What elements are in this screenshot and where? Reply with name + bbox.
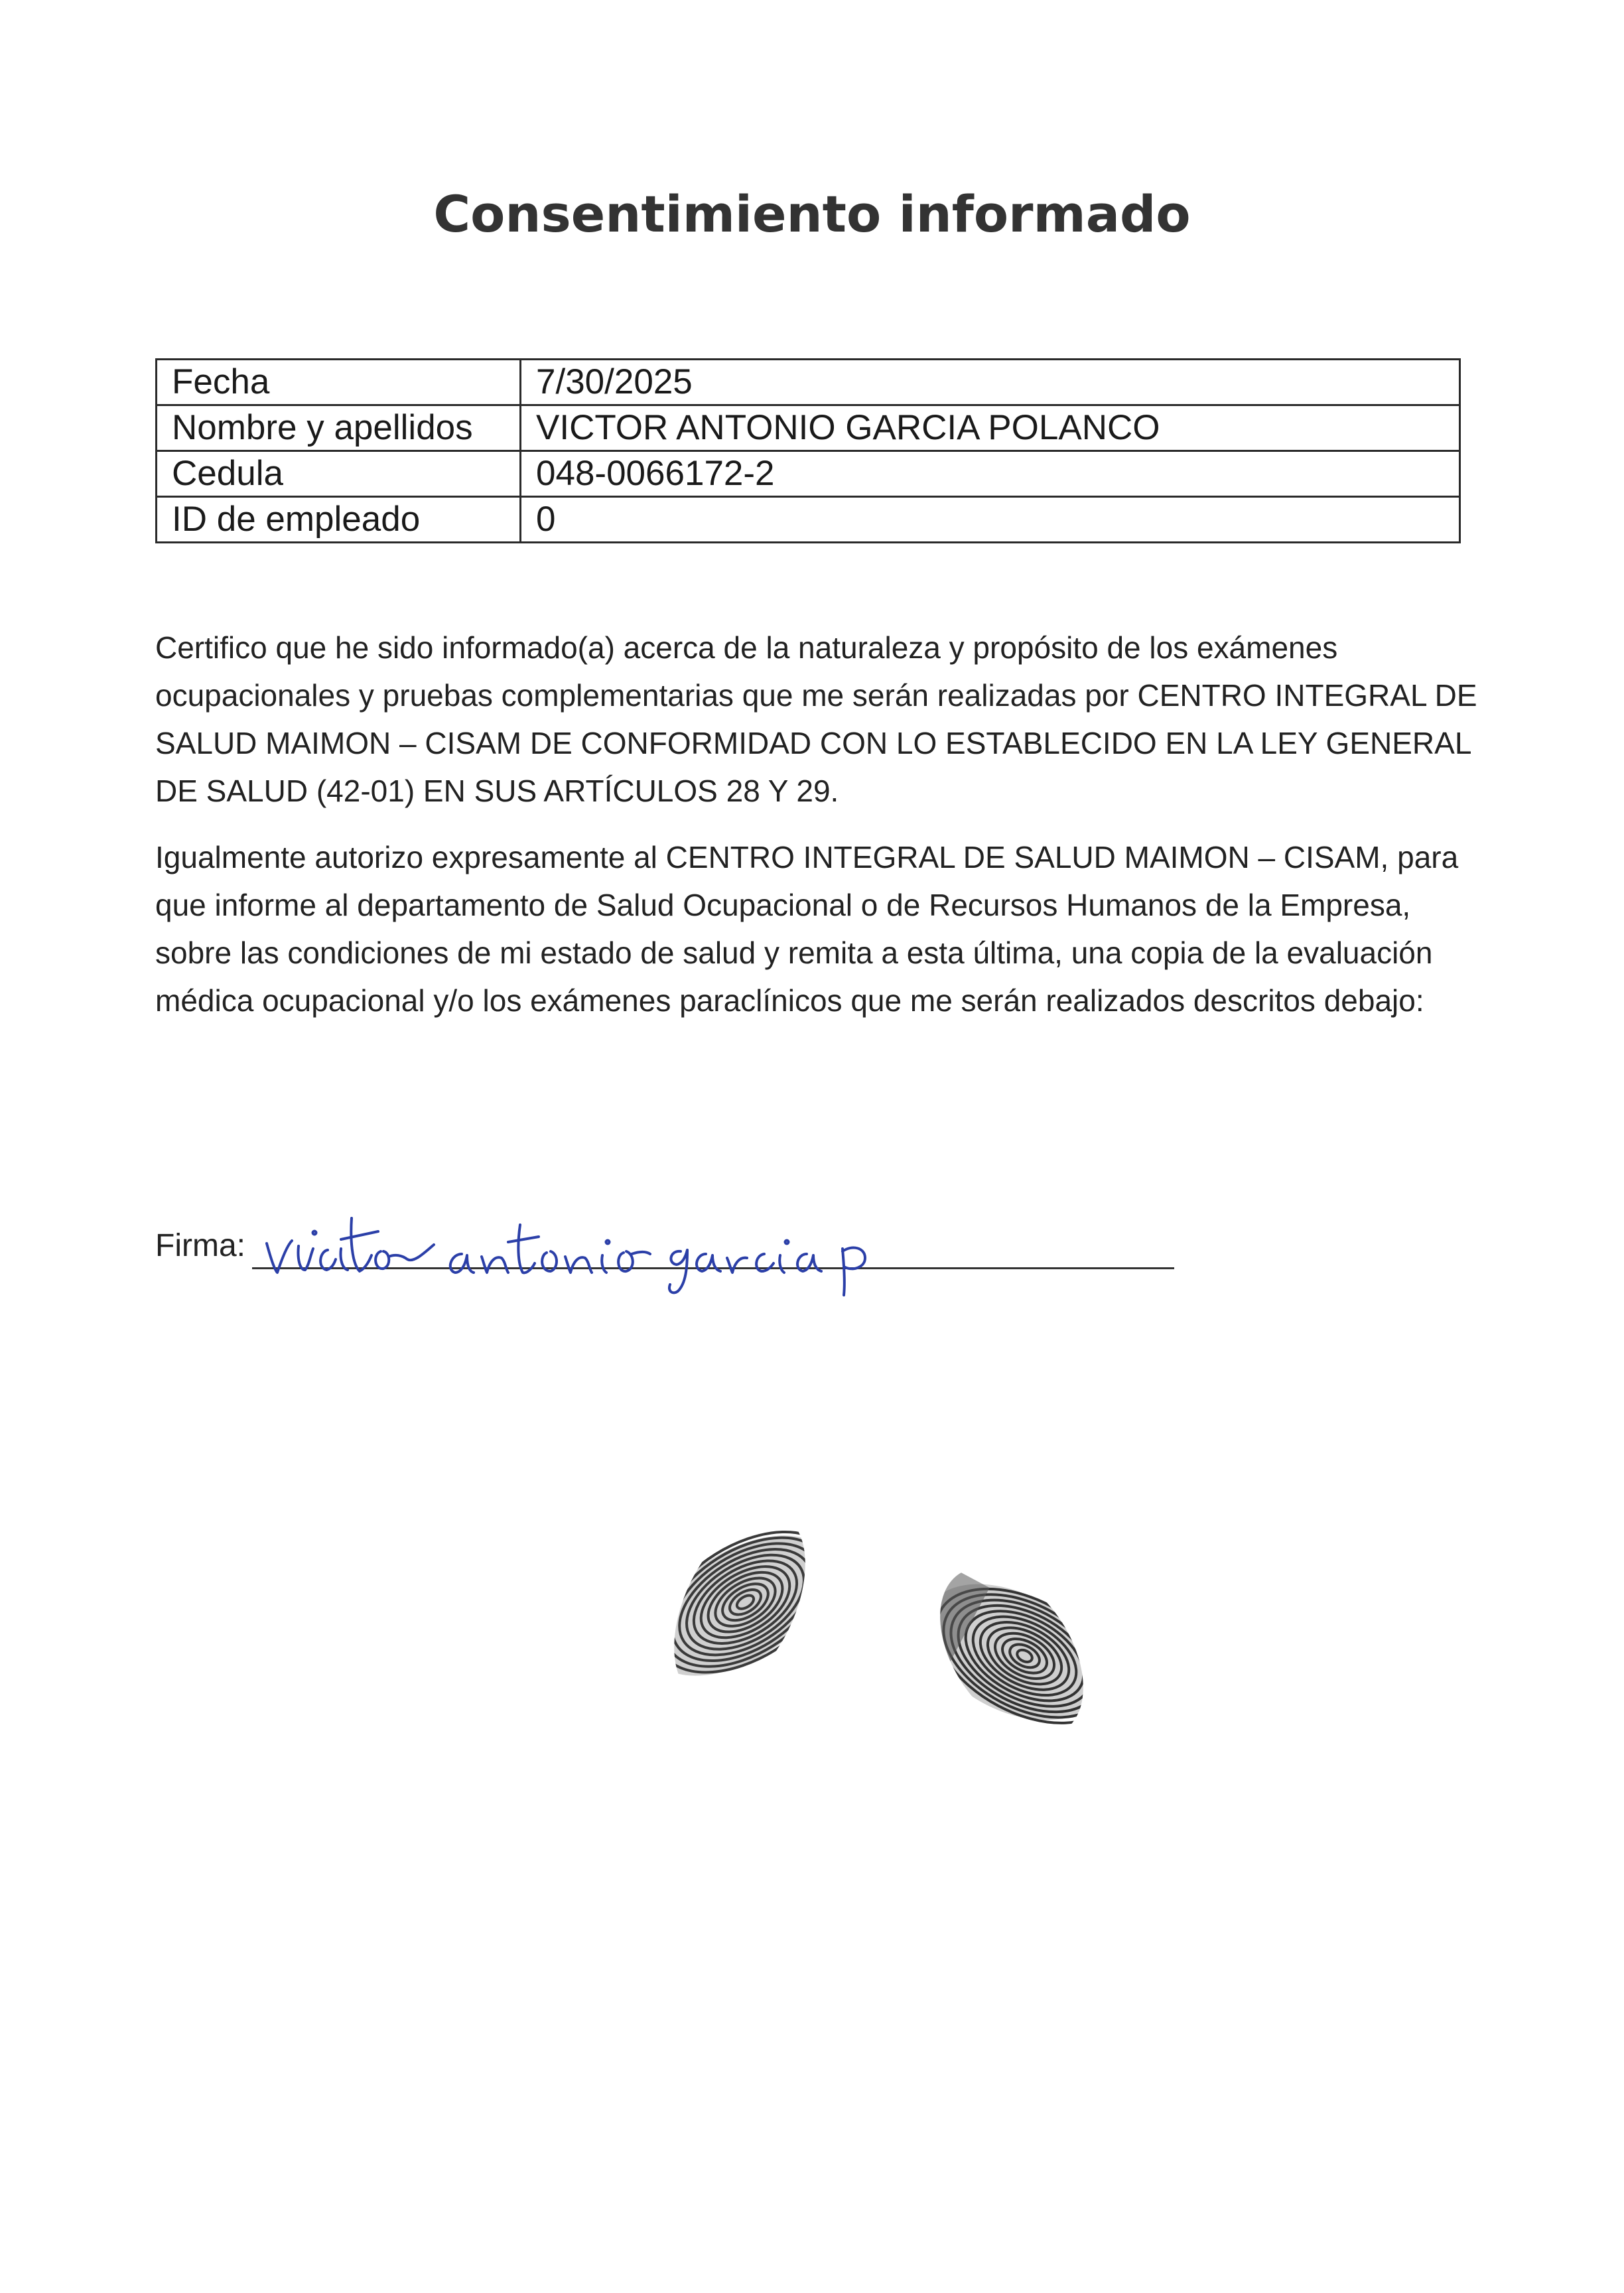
field-value-nombre: VICTOR ANTONIO GARCIA POLANCO [521,405,1460,451]
table-row [157,451,1460,497]
table-row [157,360,1460,405]
table-row [157,405,1460,451]
field-label-nombre: Nombre y apellidos [157,405,521,451]
info-table [155,358,1461,543]
field-label-fecha: Fecha [157,360,521,405]
field-label-cedula: Cedula [157,451,521,497]
field-value-cedula: 048-0066172-2 [521,451,1460,497]
signature-block [155,1214,1190,1281]
signature-label: Firma: [155,1228,245,1263]
fingerprint-left-image [630,1519,849,1692]
field-value-id-empleado: 0 [521,497,1460,543]
signature-image [248,1185,978,1298]
table-row [157,497,1460,543]
fingerprint-right-image [902,1566,1121,1738]
paragraph-certification: Certifico que he sido informado(a) acerca de la naturaleza y propósito de los exámenes ocupacionales y pruebas complementarias que me serán realizadas por CENTRO INTEGRAL DE SALUD MAIMON – CISAM DE CONFORMIDAD CON LO ESTABLECIDO EN LA LEY GENERAL DE SALUD (42-01) EN SUS ARTÍCULOS 28 Y 29. [155,630,1477,808]
paragraph-authorization: Igualmente autorizo expresamente al CENTRO INTEGRAL DE SALUD MAIMON – CISAM, para que informe al departamento de Salud Ocupacional o de Recursos Humanos de la Empresa, sobre las condiciones de mi estado de salud y remita a esta última, una copia de la evaluación médica ocupacional y/o los exámenes paraclínicos que me serán realizados descritos debajo: [155,840,1459,1018]
document-title: Consentimiento informado [433,184,1191,243]
field-value-fecha: 7/30/2025 [521,360,1460,405]
field-label-id-empleado: ID de empleado [157,497,521,543]
